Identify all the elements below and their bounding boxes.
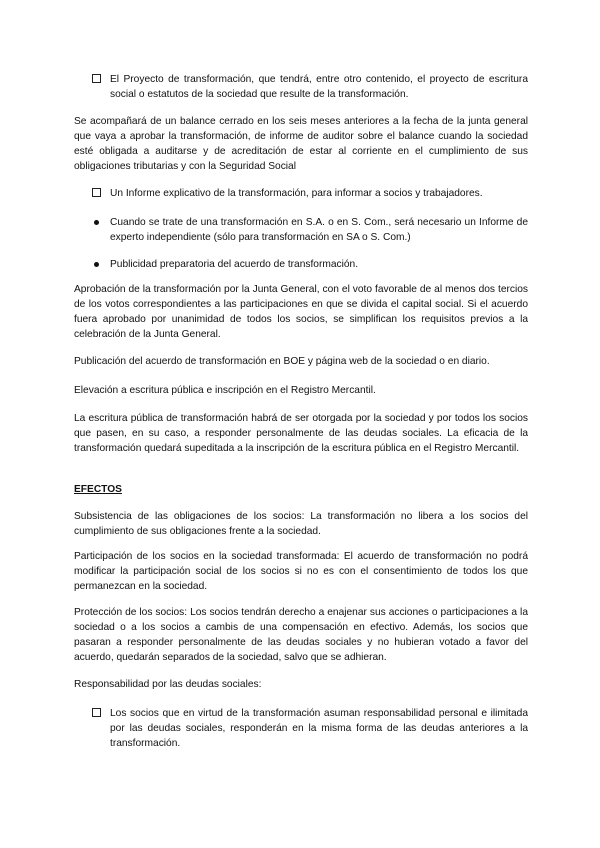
bullet-icon [94,262,99,267]
paragraph-elevacion: Elevación a escritura pública e inscripción en el Registro Mercantil. [74,385,376,396]
item-text: Los socios que en virtud de la transformación asuman responsabilidad personal e ilimitada por las deudas sociales, responderán en la misma forma de las deudas anteriores a la transformación. [110,708,528,749]
paragraph-balance: Se acompañará de un balance cerrado en los seis meses anteriores a la fecha de la junta general que vaya a aprobar la transformación, de informe de auditor sobre el balance cuando la sociedad esté obligada a auditarse y de acreditación de estar al corriente en el cumplimiento de sus obligaciones tributarias y con la Seguridad Social [74,116,528,172]
paragraph-publicacion: Publicación del acuerdo de transformación en BOE y página web de la sociedad o en diario. [74,356,490,367]
checkbox-icon [92,708,101,717]
item-text: Cuando se trate de una transformación en S.A. o en S. Com., será necesario un Informe de experto independiente (sólo para transformación en SA o S. Com.) [110,217,528,243]
section-heading-efectos: EFECTOS [74,484,122,495]
checklist-item-responsabilidad [92,706,528,751]
paragraph-proteccion: Protección de los socios: Los socios tendrán derecho a enajenar sus acciones o participaciones a la sociedad o a los socios a cambis de una compensación en efectivo. Además, los socios que pasaran a responder personalmente de las deudas sociales y no hubieran votado a favor del acuerdo, quedarán separados de la sociedad, salvo que se adhieran. [74,607,528,663]
bullet-item-informe-experto [92,215,528,245]
bullet-icon [94,220,99,225]
paragraph-subsistencia: Subsistencia de las obligaciones de los socios: La transformación no libera a los socios del cumplimiento de sus obligaciones frente a la sociedad. [74,511,528,537]
paragraph-participacion: Participación de los socios en la sociedad transformada: El acuerdo de transformación no podrá modificar la participación social de los socios si no es con el consentimiento de todos los que permanezcan en la sociedad. [74,551,528,592]
item-text: El Proyecto de transformación, que tendrá, entre otro contenido, el proyecto de escritura social o estatutos de la sociedad que resulte de la transformación. [110,74,528,100]
checkbox-icon [92,188,101,197]
checkbox-icon [92,74,101,83]
checklist-item-proyecto [92,72,528,102]
paragraph-escritura: La escritura pública de transformación habrá de ser otorgada por la sociedad y por todos los socios que pasen, en su caso, a responder personalmente de las deudas sociales. La eficacia de la transformación quedará supeditada a la inscripción de la escritura pública en el Registro Mercantil. [74,413,528,454]
paragraph-aprobacion: Aprobación de la transformación por la Junta General, con el voto favorable de al menos dos tercios de los votos correspondientes a las participaciones en que se divida el capital social. Si el acuerdo fuera aprobado por unanimidad de todos los socios, se simplifican los requisitos previos a la celebración de la Junta General. [74,284,528,340]
item-text: Publicidad preparatoria del acuerdo de transformación. [110,259,359,270]
item-text: Un Informe explicativo de la transformación, para informar a socios y trabajadores. [110,188,483,199]
bullet-item-publicidad [92,257,528,272]
checklist-item-informe-explicativo [92,186,528,201]
paragraph-responsabilidad-heading: Responsabilidad por las deudas sociales: [74,679,262,690]
